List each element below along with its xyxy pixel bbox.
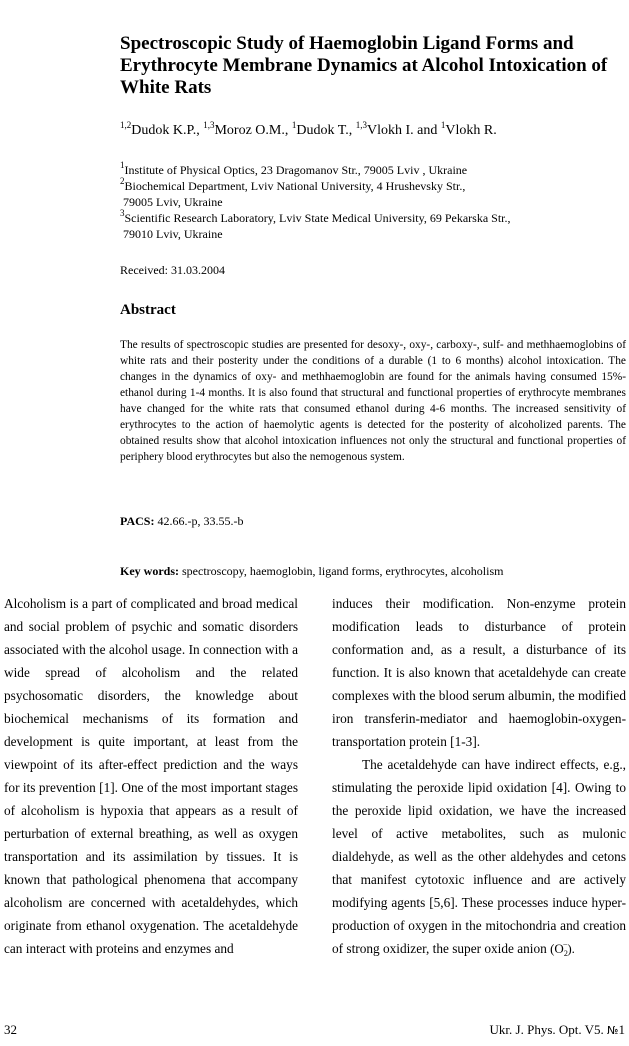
affiliation-sup: 3	[120, 208, 125, 218]
pacs-line	[120, 513, 243, 529]
affiliation-text-cont: 79005 Lviv, Ukraine	[123, 195, 223, 209]
affiliation-sup: 1	[120, 160, 125, 170]
abstract-heading: Abstract	[120, 302, 176, 318]
affiliation-3	[120, 210, 610, 242]
affiliation-text: Scientific Research Laboratory, Lviv State Medical University, 69 Pekarska Str.,	[124, 211, 511, 225]
journal-name: Ukr. J. Phys. Opt. V5.	[489, 1022, 604, 1037]
author-name: Dudok K.P.,	[131, 123, 200, 138]
body-paragraph: induces their modification. Non-enzyme protein modification leads to disturbance of protein conformation and, as a result, a disturbance of its function. It is also known that acetaldehyde can create complexes with the blood serum albumin, the modified iron transferin-mediator and haemoglobin-oxygen-transportation protein [1-3].	[332, 596, 626, 749]
author-affil-sup: 1	[440, 120, 446, 130]
author-affil-sup: 1,3	[355, 120, 367, 130]
issue-sign: №	[607, 1024, 619, 1037]
body-column-left	[4, 592, 298, 960]
author-name: Moroz O.M.,	[214, 123, 289, 138]
author-affil-sup: 1,3	[203, 120, 215, 130]
affiliation-2	[120, 178, 610, 210]
page-number: 32	[4, 1022, 17, 1037]
body-paragraph-text: The acetaldehyde can have indirect effects, e.g., stimulating the peroxide lipid oxidation [4]. Owing to the peroxide lipid oxidation, we have the increased level of active metabolites, such as mulonic dialdehyde, as well as the other aldehydes and cetons that manifest cytotoxic influence and are actively modifying agents [5,6]. These processes induce hyper-production of oxygen in the mitochondria and creation of strong oxidizer, the super oxide anion	[332, 757, 626, 956]
affiliations	[120, 162, 610, 242]
formula-subscript: 2	[563, 949, 568, 958]
body-paragraph	[332, 753, 626, 960]
formula-paren: ).	[567, 941, 575, 956]
body-paragraph: Alcoholism is a part of complicated and broad medical and social problem of psychic and somatic disorders associated with the alcohol usage. In connection with a wide spread of alcoholism and the related psychosomatic disorders, the knowledge about biochemical mechanisms of its formation and development is quite important, at least from the viewpoint of its after-effect prediction and the ways for its prevention [1]. One of the most important stages of alcoholism is hypoxia that appears as a result of perturbation of external breathing, as well as oxygen transportation and its assimilation by tissues. It is known that pathological phenomena that accompany alcoholism are concerned with acetaldehydes, which originate from ethanol oxygenation. The acetaldehyde can interact with proteins and enzymes and	[4, 596, 298, 956]
author-name: Vlokh I. and	[366, 123, 438, 138]
superoxide-formula	[550, 941, 575, 956]
keywords-value: spectroscopy, haemoglobin, ligand forms, erythrocytes, alcoholism	[182, 564, 504, 578]
affiliation-1	[120, 162, 610, 178]
keywords-line	[120, 563, 503, 579]
pacs-value: 42.66.-p, 33.55.-b	[157, 514, 244, 528]
abstract-text: The results of spectroscopic studies are presented for desoxy-, oxy-, carboxy-, sulf- and methhaemoglobins of white rats and their posterity under the conditions of a durable (1 to 6 months) alcohol intoxication. The changes in the dynamics of oxy- and methhaemoglobin are found for the animals having consumed 15%-ethanol during 1-4 months. It is also found that structural and functional properties of erythrocyte membranes have changed for the white rats that consumed ethanol during 4-6 months. The increased sensitivity of erythrocytes to the action of haemolytic agents is detected for the posterity of alcoholized parents. The obtained results show that alcohol intoxication influences not only the structural and functional properties of periphery blood erythrocytes but also the nemogenous system.	[120, 339, 626, 463]
keywords-label: Key words:	[120, 564, 179, 578]
author-name: Vlokh R.	[445, 123, 497, 138]
author-affil-sup: 1,2	[120, 120, 132, 130]
affiliation-sup: 2	[120, 176, 125, 186]
affiliation-text: Institute of Physical Optics, 23 Dragomanov Str., 79005 Lviv , Ukraine	[124, 163, 468, 177]
body-column-right	[332, 592, 626, 960]
journal-footer	[490, 1022, 625, 1039]
formula-superscript: −	[562, 940, 568, 949]
affiliation-text-cont: 79010 Lviv, Ukraine	[123, 227, 223, 241]
received-date: Received: 31.03.2004	[120, 263, 225, 277]
author-name: Dudok T.,	[296, 123, 353, 138]
affiliation-text: Biochemical Department, Lviv National University, 4 Hrushevsky Str.,	[124, 179, 466, 193]
formula-paren: (	[550, 941, 555, 956]
pacs-label: PACS:	[120, 514, 155, 528]
paper-title: Spectroscopic Study of Haemoglobin Ligand Forms and Erythrocyte Membrane Dynamics at Alcohol Intoxication of White Rats	[120, 33, 608, 98]
author-affil-sup: 1	[291, 120, 297, 130]
formula-symbol: O	[554, 941, 564, 956]
issue-number: 1	[618, 1022, 625, 1037]
author-list	[120, 122, 610, 140]
